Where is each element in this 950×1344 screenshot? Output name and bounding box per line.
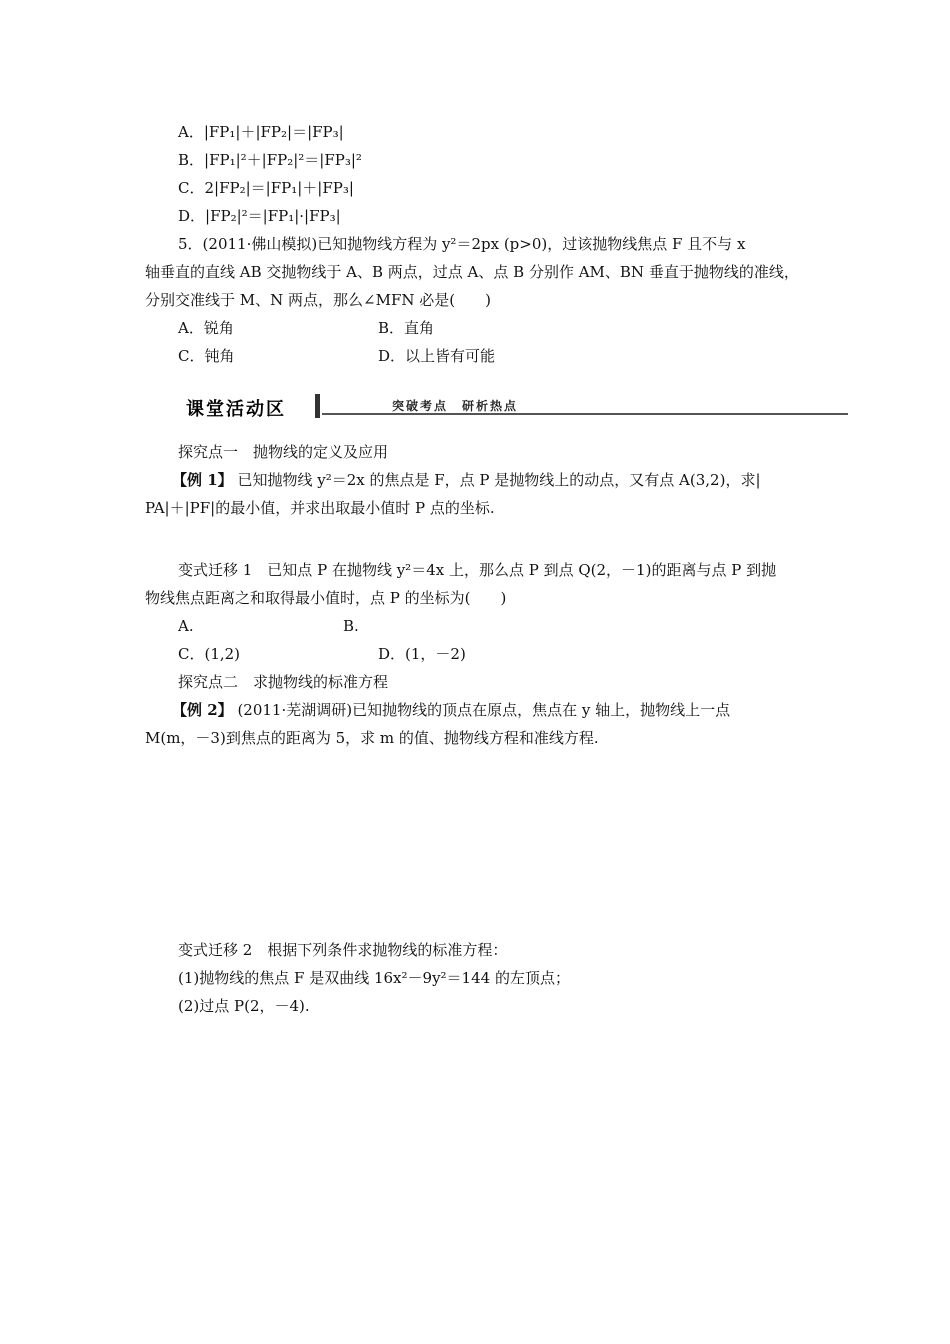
q5-line-1: 5．(2011·佛山模拟)已知抛物线方程为 y²＝2px (p>0)，过该抛物线焦点 F 且不与 x	[178, 235, 746, 253]
banner-divider-bar	[315, 394, 320, 418]
example1-text-1: 已知抛物线 y²＝2x 的焦点是 F，点 P 是抛物线上的动点，又有点 A(3,2)，求|	[237, 471, 761, 489]
q5-option-a: A．锐角	[178, 319, 234, 337]
q5-option-c: C．钝角	[178, 347, 235, 365]
example1-label: 【例 1】	[172, 471, 233, 489]
variant1-option-c: C．(1,2)	[178, 645, 241, 663]
variant2-line-3: (2)过点 P(2，－4).	[178, 997, 310, 1015]
q4-option-b: B．|FP₁|²＋|FP₂|²＝|FP₃|²	[178, 151, 362, 169]
variant1-option-a: A.	[178, 617, 194, 635]
variant2-line-1: 变式迁移 2 根据下列条件求抛物线的标准方程：	[178, 941, 508, 959]
example2-label: 【例 2】	[172, 701, 233, 719]
example2-line-1	[172, 700, 730, 720]
q4-option-c: C．2|FP₂|＝|FP₁|＋|FP₃|	[178, 179, 354, 197]
section2-heading: 探究点二 求抛物线的标准方程	[178, 673, 389, 691]
banner-title: 课堂活动区	[186, 399, 286, 420]
q4-option-d: D．|FP₂|²＝|FP₁|·|FP₃|	[178, 207, 341, 225]
banner-subtitle: 突破考点 研析热点	[392, 399, 519, 413]
section1-heading: 探究点一 抛物线的定义及应用	[178, 443, 389, 461]
variant1-option-b: B.	[343, 617, 359, 635]
q5-option-b: B．直角	[378, 319, 435, 337]
q5-line-3: 分别交准线于 M、N 两点，那么∠MFN 必是( )	[145, 291, 491, 309]
example2-text-1: (2011·芜湖调研)已知抛物线的顶点在原点，焦点在 y 轴上，抛物线上一点	[237, 701, 731, 719]
example2-line-2: M(m，－3)到焦点的距离为 5，求 m 的值、抛物线方程和准线方程.	[145, 729, 599, 747]
q5-option-d: D．以上皆有可能	[378, 347, 496, 365]
variant1-option-d: D．(1，－2)	[378, 645, 466, 663]
q5-line-2: 轴垂直的直线 AB 交抛物线于 A、B 两点，过点 A、点 B 分别作 AM、BN 垂直于抛物线的准线，	[145, 263, 799, 281]
example1-line-2: PA|＋|PF|的最小值，并求出取最小值时 P 点的坐标.	[145, 499, 495, 517]
q4-option-a: A．|FP₁|＋|FP₂|＝|FP₃|	[178, 123, 344, 141]
variant2-line-2: (1)抛物线的焦点 F 是双曲线 16x²－9y²＝144 的左顶点；	[178, 969, 570, 987]
variant1-line-2: 物线焦点距离之和取得最小值时，点 P 的坐标为( )	[145, 589, 507, 607]
variant1-line-1: 变式迁移 1 已知点 P 在抛物线 y²＝4x 上，那么点 P 到点 Q(2，－1)的距离与点 P 到抛	[178, 561, 777, 579]
example1-line-1	[172, 470, 761, 490]
section-banner	[178, 394, 848, 420]
